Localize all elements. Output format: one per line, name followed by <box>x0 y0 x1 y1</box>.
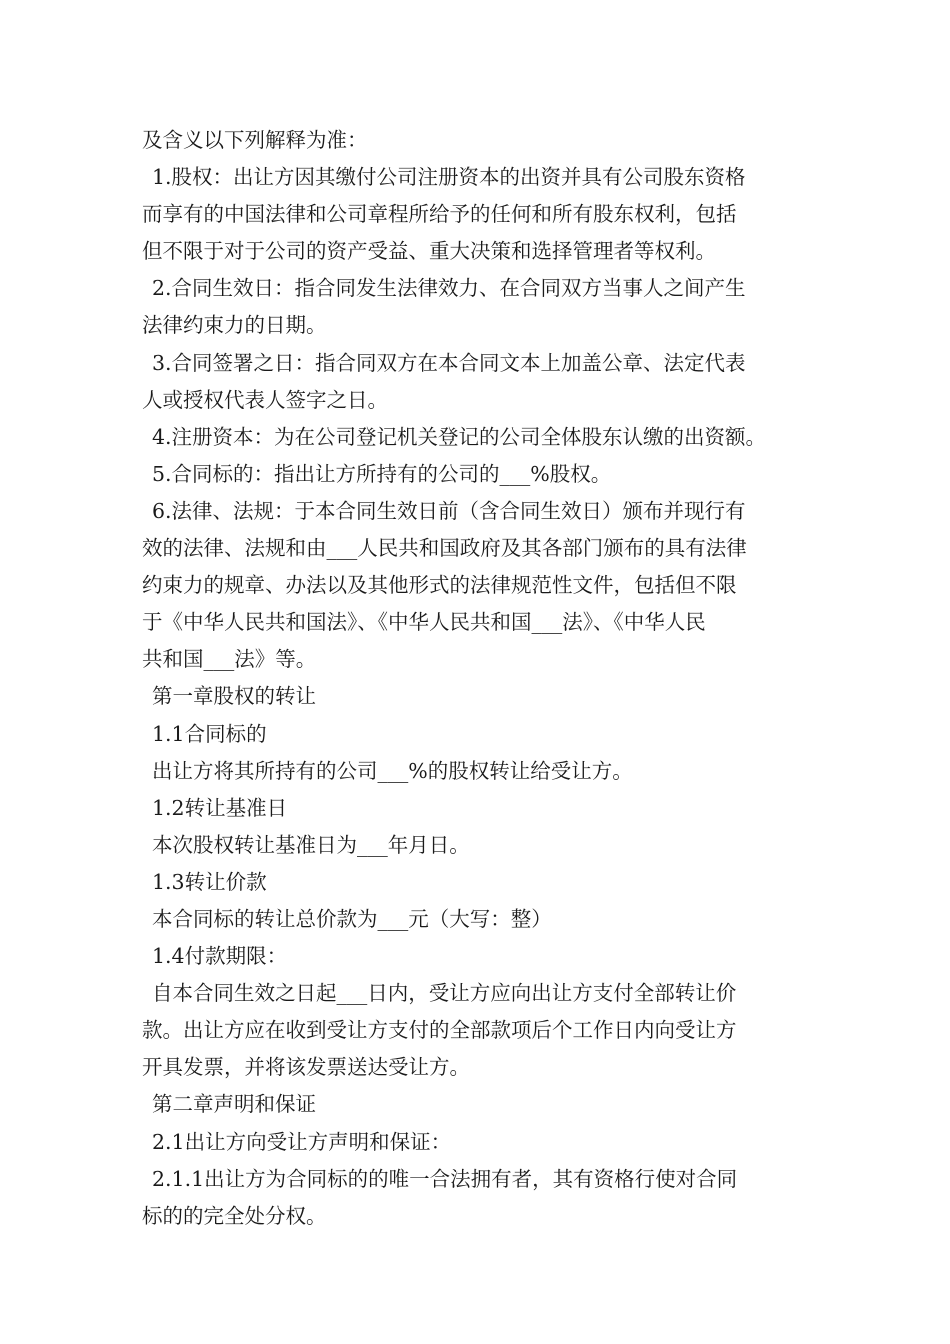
section-1-4-body-line-1: 自本合同生效之日起___日内，受让方应向出让方支付全部转让价 <box>152 981 737 1006</box>
text-line: 及含义以下列解释为准： <box>142 128 368 152</box>
definition-6-line-3: 约束力的规章、办法以及其他形式的法律规范性文件，包括但不限 <box>142 573 737 598</box>
section-2-1-1-line-2: 标的的完全处分权。 <box>142 1203 327 1228</box>
definition-2-line-1: 2.合同生效日：指合同发生法律效力、在合同双方当事人之间产生 <box>152 276 746 301</box>
chapter-1-heading: 第一章股权的转让 <box>152 684 316 709</box>
section-1-4-body-line-2: 款。出让方应在收到受让方支付的全部款项后个工作日内向受让方 <box>142 1018 737 1043</box>
section-1-4-heading: 1.4付款期限： <box>152 944 288 969</box>
section-1-1-body: 出让方将其所持有的公司___%的股权转让给受让方。 <box>152 758 633 783</box>
definition-3-line-1: 3.合同签署之日：指合同双方在本合同文本上加盖公章、法定代表 <box>152 350 746 375</box>
section-1-3-heading: 1.3转让价款 <box>152 869 267 894</box>
section-1-4-body-line-3: 开具发票，并将该发票送达受让方。 <box>142 1055 470 1080</box>
section-2-1-1-line-1: 2.1.1出让方为合同标的的唯一合法拥有者，其有资格行使对合同 <box>152 1166 738 1191</box>
definition-5: 5.合同标的：指出让方所持有的公司的___%股权。 <box>152 461 612 486</box>
definition-6-line-2: 效的法律、法规和由___人民共和国政府及其各部门颁布的具有法律 <box>142 536 747 561</box>
definition-3-line-2: 人或授权代表人签字之日。 <box>142 387 388 412</box>
section-1-1-heading: 1.1合同标的 <box>152 721 267 746</box>
chapter-2-heading: 第二章声明和保证 <box>152 1092 316 1117</box>
definition-1-line-2: 而享有的中国法律和公司章程所给予的任何和所有股东权利，包括 <box>142 202 737 227</box>
section-1-2-body: 本次股权转让基准日为___年月日。 <box>152 832 470 857</box>
definition-4: 4.注册资本：为在公司登记机关登记的公司全体股东认缴的出资额。 <box>152 424 767 449</box>
definition-6-line-5: 共和国___法》等。 <box>142 647 317 672</box>
definition-6-line-1: 6.法律、法规：于本合同生效日前（含合同生效日）颁布并现行有 <box>152 498 746 523</box>
definition-1-line-3: 但不限于对于公司的资产受益、重大决策和选择管理者等权利。 <box>142 239 716 264</box>
section-2-1-heading: 2.1出让方向受让方声明和保证： <box>152 1129 452 1154</box>
section-1-2-heading: 1.2转让基准日 <box>152 795 288 820</box>
definition-6-line-4: 于《中华人民共和国法》、《中华人民共和国___法》、《中华人民 <box>142 610 706 635</box>
definition-1-line-1: 1.股权：出让方因其缴付公司注册资本的出资并具有公司股东资格 <box>152 165 746 190</box>
document-body <box>142 122 822 1235</box>
section-1-3-body: 本合同标的转让总价款为___元（大写：整） <box>152 906 552 931</box>
definition-2-line-2: 法律约束力的日期。 <box>142 313 327 338</box>
